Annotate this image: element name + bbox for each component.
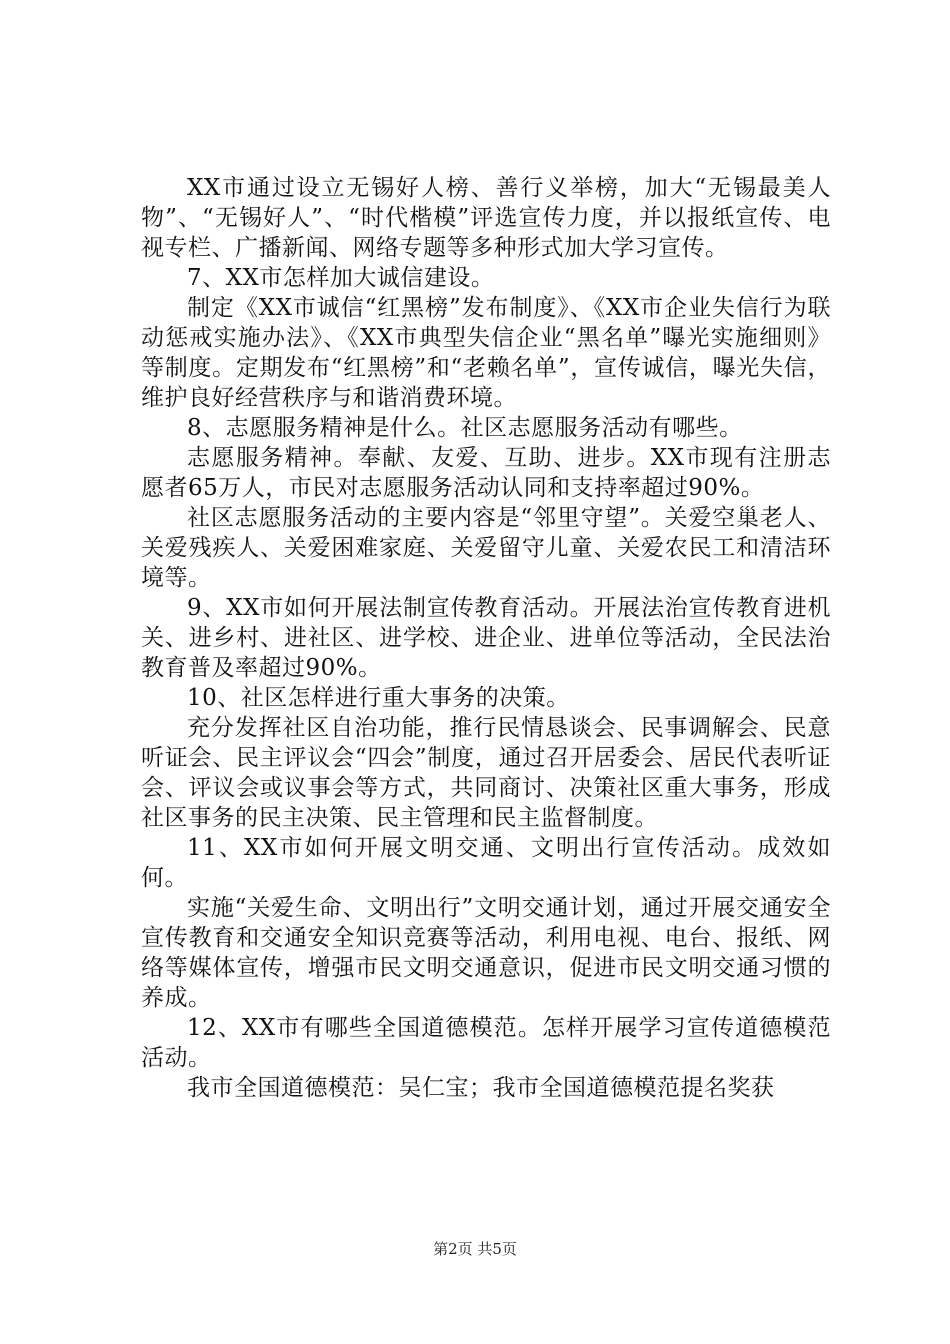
paragraph: 实施“关爱生命、文明出行”文明交通计划，通过开展交通安全宣传教育和交通安全知识竞赛等活动，利用电视、电台、报纸、网络等媒体宣传，增强市民文明交通意识，促进市民文明交通习惯的养成。: [141, 895, 831, 1011]
paragraph: 我市全国道德模范：吴仁宝；我市全国道德模范提名奖获: [187, 1075, 775, 1101]
paragraph: 11、XX市如何开展文明交通、文明出行宣传活动。成效如何。: [141, 835, 831, 891]
paragraph: 12、XX市有哪些全国道德模范。怎样开展学习宣传道德模范活动。: [141, 1015, 831, 1071]
paragraph: 制定《XX市诚信“红黑榜”发布制度》、《XX市企业失信行为联动惩戒实施办法》、《XX市典型失信企业“黑名单”曝光实施细则》等制度。定期发布“红黑榜”和“老赖名单”，宣传诚信，曝光失信，维护良好经营秩序与和谐消费环境。: [141, 295, 831, 411]
paragraph: 社区志愿服务活动的主要内容是“邻里守望”。关爱空巢老人、关爱残疾人、关爱困难家庭、关爱留守儿童、关爱农民工和清洁环境等。: [141, 505, 831, 591]
document-body: [141, 173, 831, 1103]
paragraph: XX市通过设立无锡好人榜、善行义举榜，加大“无锡最美人物”、“无锡好人”、“时代楷模”评选宣传力度，并以报纸宣传、电视专栏、广播新闻、网络专题等多种形式加大学习宣传。: [141, 175, 831, 261]
paragraph: 志愿服务精神。奉献、友爱、互助、进步。XX市现有注册志愿者65万人，市民对志愿服务活动认同和支持率超过90%。: [141, 445, 831, 501]
paragraph: 9、XX市如何开展法制宣传教育活动。开展法治宣传教育进机关、进乡村、进社区、进学校、进企业、进单位等活动，全民法治教育普及率超过90%。: [141, 595, 831, 681]
page-footer: 第2页 共5页: [433, 1240, 517, 1258]
paragraph: 充分发挥社区自治功能，推行民情恳谈会、民事调解会、民意听证会、民主评议会“四会”制度，通过召开居委会、居民代表听证会、评议会或议事会等方式，共同商讨、决策社区重大事务，形成社区事务的民主决策、民主管理和民主监督制度。: [141, 715, 831, 831]
paragraph: 7、XX市怎样加大诚信建设。: [187, 265, 495, 291]
paragraph: 10、社区怎样进行重大事务的决策。: [187, 685, 570, 711]
paragraph: 8、志愿服务精神是什么。社区志愿服务活动有哪些。: [187, 415, 743, 441]
